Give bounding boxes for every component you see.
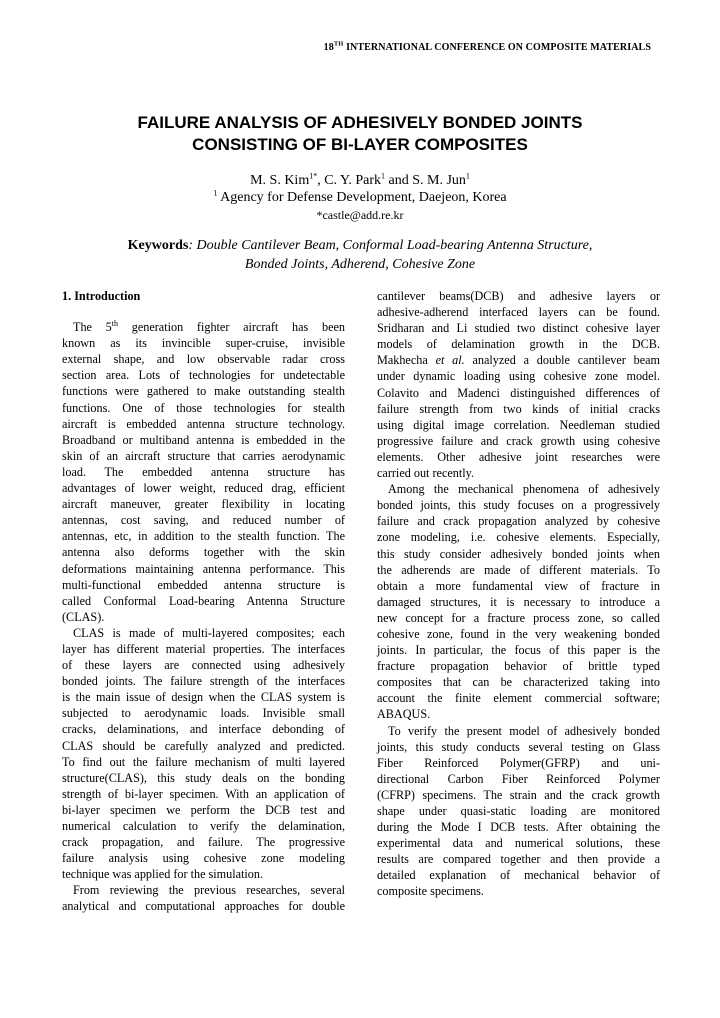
text-line: (CFRP) specimens. The strain and the crack growth [377, 787, 660, 802]
left-column [62, 288, 345, 915]
text-line: aircraft maneuver, greater flexibility in locating [62, 497, 345, 512]
text-line: zone modeling, i.e. cohesive elements. Especially, [377, 530, 660, 545]
text-line: called Conformal Load-bearing Antenna Structure [62, 593, 345, 608]
text-line: models of delamination growth in the DCB. [377, 337, 660, 352]
text-line: functions. One of those technologies for stealth [62, 400, 345, 415]
text-line: failure analysis using cohesive zone modeling [62, 851, 345, 866]
text-line: antennas, cost saving, and reduced number of [62, 513, 345, 528]
text-run: Makhecha [377, 353, 436, 368]
text-line: bonded joints. The failure strength of the interfaces [62, 674, 345, 689]
text-line: Sridharan and Li studied two distinct cohesive layer [377, 321, 660, 336]
text-line: ABAQUS. [377, 707, 431, 722]
text-line: joints. In particular, the focus of this paper is the [377, 643, 660, 658]
text-line: antennas, etc, in addition to the stealth function. The [62, 529, 345, 544]
text-line: joints, this study conducts several testing on Glass [377, 739, 660, 754]
paragraph-first-line [62, 319, 345, 335]
text-line: experimental data and numerical solutions, these [377, 836, 660, 851]
text-line: From reviewing the previous researches, several [73, 883, 345, 898]
keywords-line-2: Bonded Joints, Adherend, Cohesive Zone [244, 257, 476, 272]
text-line: CLAS is made of multi-layered composites; each [73, 625, 345, 640]
paper-title-line-2: CONSISTING OF BI-LAYER COMPOSITES [192, 135, 528, 154]
running-header-number: 18 [323, 42, 334, 53]
text-line: To verify the present model of adhesively bonded [388, 723, 660, 738]
left-paragraph-3 [62, 882, 345, 914]
text-run: generation fighter aircraft has been [118, 320, 345, 335]
text-line: failure and crack propagation analyzed by cohesive [377, 514, 660, 529]
text-line: Fiber Reinforced Polymer(GFRP) and uni- [377, 755, 660, 770]
text-line: CLAS should be carefully analyzed and predicted. [62, 738, 345, 753]
text-line: known as its invincible super-cruise, invisible [62, 336, 345, 351]
text-line: functions were gathered to make outstanding stealth [62, 384, 345, 399]
text-line: cantilever beams(DCB) and adhesive layers or [377, 289, 660, 303]
right-paragraph-2 [377, 481, 660, 722]
text-line: carried out recently. [377, 466, 474, 481]
text-line: during the Mode I DCB tests. After obtaining the [377, 820, 660, 835]
right-paragraph-3 [377, 723, 660, 900]
text-line: composite specimens. [377, 884, 484, 899]
text-line: Among the mechanical phenomena of adhesively [388, 482, 660, 497]
text-line: To find out the failure mechanism of multi layered [62, 754, 345, 769]
affiliation-text: Agency for Defense Development, Daejeon, Korea [217, 190, 507, 205]
text-line: Broadband or multiband antenna is embedded in the [62, 432, 345, 447]
text-line: this study consider adhesively bonded joints when [377, 546, 660, 561]
text-line: detailed explanation of mechanical behavior of [377, 868, 660, 883]
author-1-affiliation-mark: 1* [309, 171, 318, 181]
left-paragraph-2 [62, 625, 345, 883]
right-paragraph-1b [377, 368, 660, 481]
text-line: aircraft is embedded antenna structure technology. [62, 416, 345, 431]
text-line: damaged structures, it is necessary to introduce a [377, 594, 660, 609]
text-line: obtain a more fundamental view of fracture in [377, 578, 660, 593]
left-paragraph-1 [62, 335, 345, 625]
text-line: directional Carbon Fiber Reinforced Polymer [377, 771, 660, 786]
italic-text-run: et al. [435, 353, 465, 368]
text-line: Colavito and Madenci distinguished differences of [377, 385, 660, 400]
paper-title [0, 112, 720, 156]
text-line: account the finite element commercial software; [377, 691, 660, 706]
text-run: analyzed a double cantilever beam [464, 353, 660, 368]
affiliation-mark: 1 [213, 188, 218, 198]
text-line: elements. Other adhesive joint researches were [377, 449, 660, 464]
right-paragraph-1a [377, 288, 660, 352]
author-3: and S. M. Jun [385, 173, 466, 188]
text-line: cohesive zone, found in the very weakening bonded [377, 626, 660, 641]
author-2: , C. Y. Park [317, 173, 381, 188]
text-line: antenna also deforms together with the skin [62, 545, 345, 560]
text-line: crack propagation, and failure. The progressive [62, 835, 345, 850]
text-line: fracture propagation behavior of brittle typed [377, 659, 660, 674]
text-run: The 5 [73, 320, 112, 335]
text-line: strength of bi-layer specimen. With an application of [62, 786, 345, 801]
text-line: technique was applied for the simulation. [62, 867, 264, 882]
text-line: the adherends are made of different materials. To [377, 562, 660, 577]
running-header-text: INTERNATIONAL CONFERENCE ON COMPOSITE MATERIALS [343, 42, 651, 53]
text-line: skin of an aircraft structure that carries aerodynamic [62, 448, 345, 463]
text-line: cracks, delaminations, and interface debonding of [62, 722, 345, 737]
text-line: external shape, and low observable radar cross [62, 352, 345, 367]
text-line: using digital image correlation. Needleman studied [377, 417, 660, 432]
text-line: subjected to aerodynamic loads. Invisible small [62, 706, 345, 721]
author-3-affiliation-mark: 1 [465, 171, 470, 181]
text-line: section area. Lots of technologies for undetectable [62, 368, 345, 383]
text-line: progressive failure and crack growth using cohesive [377, 433, 660, 448]
text-line: bonded joints, this study focuses on a progressively [377, 498, 660, 513]
section-heading: 1. Introduction [62, 289, 141, 303]
ordinal-superscript: th [111, 319, 119, 329]
text-line: bi-layer specimen we perform the DCB test and [62, 802, 345, 817]
running-header [0, 42, 651, 53]
text-line: analytical and computational approaches for double [62, 899, 345, 914]
paper-title-line-1: FAILURE ANALYSIS OF ADHESIVELY BONDED JOINTS [137, 113, 583, 132]
text-line [377, 352, 660, 368]
text-line: deformations maintaining antenna performance. This [62, 561, 345, 576]
right-column [377, 288, 660, 900]
text-line: load. The embedded antenna structure has [62, 464, 345, 479]
keywords-label: Keywords [127, 238, 189, 253]
text-line: layer has different material properties. The interfaces [62, 641, 345, 656]
author-list [0, 172, 720, 190]
running-header-ordinal: TH [333, 40, 344, 48]
text-line: shape under quasi-static loading are monitored [377, 804, 660, 818]
text-line: (CLAS). [62, 609, 105, 624]
text-line: failure strength from two kinds of initial cracks [377, 401, 660, 416]
text-line: of these layers are connected using adhesively [62, 658, 345, 673]
text-line: numerical calculation to verify the delamination, [62, 819, 345, 833]
author-2-affiliation-mark: 1 [381, 171, 385, 181]
author-1: M. S. Kim [250, 173, 310, 188]
corresponding-email: *castle@add.re.kr [316, 208, 404, 222]
text-line: structure(CLAS), this study deals on the bonding [62, 770, 345, 785]
text-line: results are compared together and then provide a [377, 852, 660, 867]
text-line: under dynamic loading using cohesive zone model. [377, 369, 660, 384]
keywords-block [0, 236, 720, 274]
text-line: multi-functional embedded antenna structure is [62, 577, 345, 592]
text-line: composites that can be characterized taking into [377, 675, 660, 690]
text-line: is the main issue of design when the CLAS system is [62, 690, 345, 705]
text-line: adhesive-adherend interfaced layers can be found. [377, 305, 660, 320]
text-line: new concept for a fracture process zone, so called [377, 610, 660, 625]
keywords-line-1: : Double Cantilever Beam, Conformal Load-bearing Antenna Structure, [188, 238, 593, 253]
text-line: advantages of lower weight, reduced drag, efficient [62, 481, 345, 496]
affiliation [0, 189, 720, 207]
